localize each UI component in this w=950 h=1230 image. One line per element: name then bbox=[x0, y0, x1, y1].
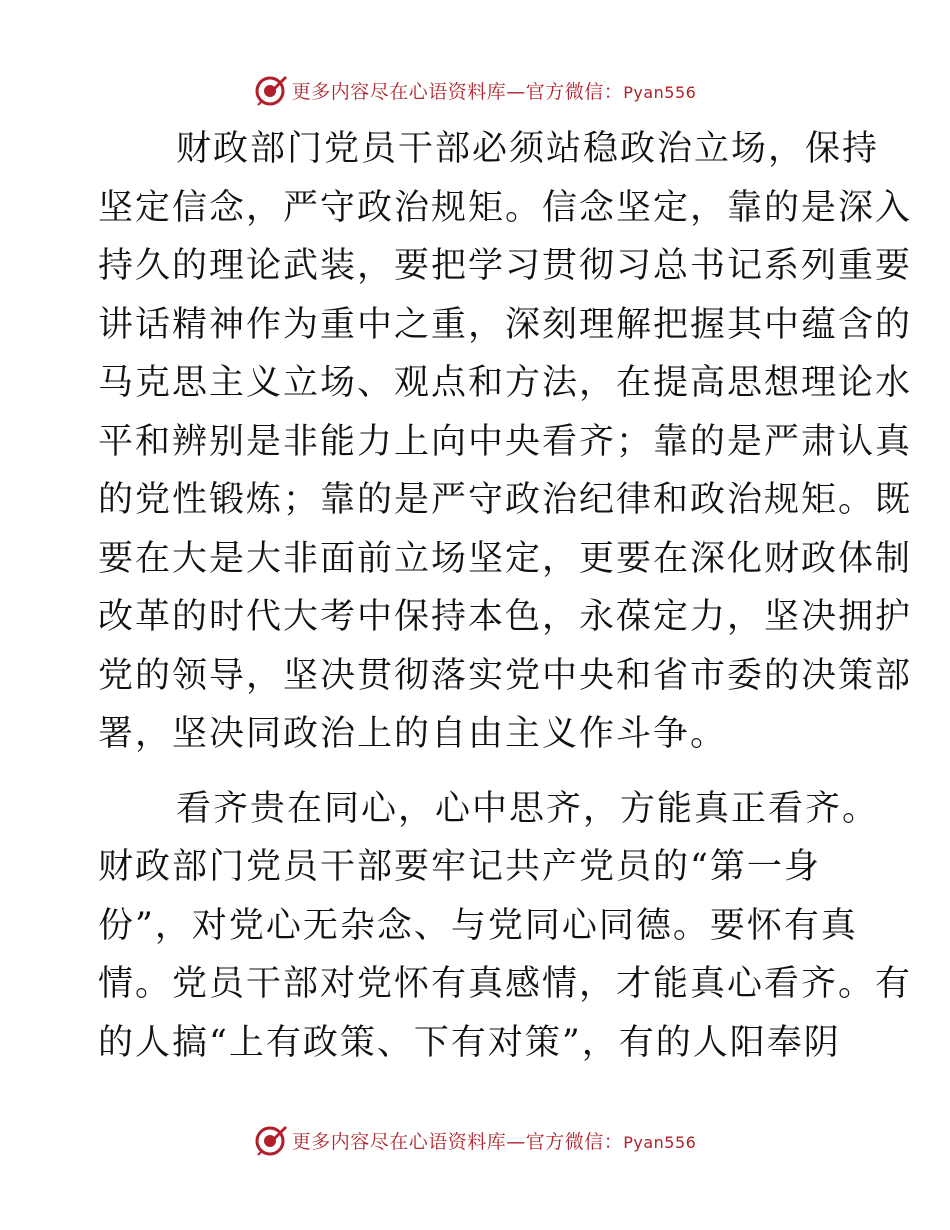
text-line: 讲话精神作为重中之重，深刻理解把握其中蕴含的 bbox=[98, 304, 913, 345]
watermark-text: 更多内容尽在心语资料库—官方微信：Pyan556 bbox=[291, 80, 697, 103]
text-line: 平和辨别是非能力上向中央看齐；靠的是严肃认真 bbox=[98, 421, 913, 462]
text-line: 份”，对党心无杂念、与党同心同德。要怀有真 bbox=[98, 905, 858, 946]
text-line: 的党性锻炼；靠的是严守政治纪律和政治规矩。既 bbox=[98, 480, 913, 520]
text-line: 情。党员干部对党怀有真感情，才能真心看齐。有 bbox=[98, 964, 913, 1004]
document-body bbox=[98, 120, 913, 1072]
quill-logo-icon bbox=[254, 73, 288, 107]
paragraph-1 bbox=[98, 120, 913, 764]
paragraph-2 bbox=[98, 780, 913, 1073]
text-line: 财政部门党员干部要牢记共产党员的“第一身 bbox=[98, 847, 821, 887]
text-line: 持久的理论武装，要把学习贯彻习总书记系列重要 bbox=[98, 246, 913, 286]
text-line: 看齐贵在同心，心中思齐，方能真正看齐。 bbox=[176, 788, 880, 829]
watermark-text: 更多内容尽在心语资料库—官方微信：Pyan556 bbox=[291, 1130, 697, 1153]
text-line: 的人搞“上有政策、下有对策”，有的人阳奉阴 bbox=[98, 1022, 841, 1063]
text-line: 马克思主义立场、观点和方法，在提高思想理论水 bbox=[98, 363, 913, 403]
header-watermark-banner bbox=[0, 70, 950, 110]
text-line: 坚定信念，严守政治规矩。信念坚定，靠的是深入 bbox=[98, 187, 913, 228]
text-line: 改革的时代大考中保持本色，永葆定力，坚决拥护 bbox=[98, 597, 913, 637]
text-line: 要在大是大非面前立场坚定，更要在深化财政体制 bbox=[98, 538, 913, 579]
quill-logo-icon bbox=[254, 1123, 288, 1157]
text-line: 党的领导，坚决贯彻落实党中央和省市委的决策部 bbox=[98, 655, 913, 696]
footer-watermark-banner bbox=[0, 1120, 950, 1160]
text-line: 财政部门党员干部必须站稳政治立场，保持 bbox=[176, 129, 880, 169]
text-line: 署，坚决同政治上的自由主义作斗争。 bbox=[98, 714, 728, 754]
